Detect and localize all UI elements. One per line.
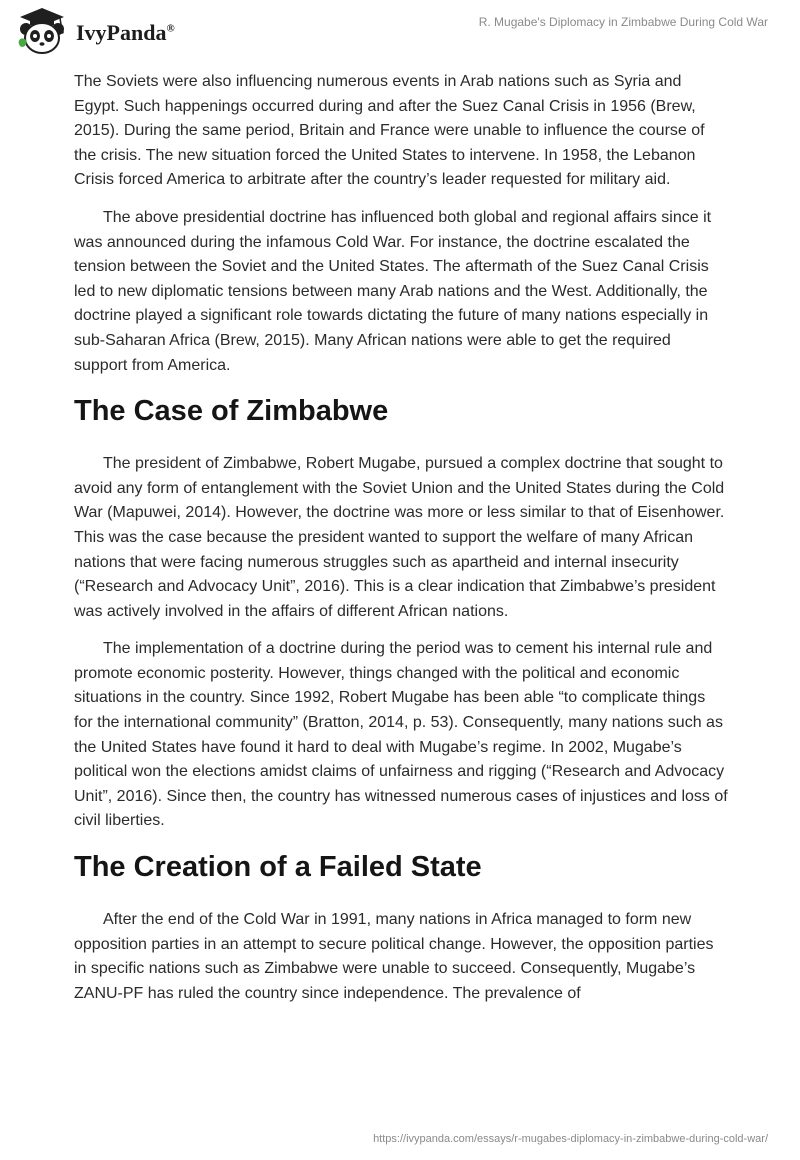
- section-heading: The Creation of a Failed State: [74, 851, 482, 884]
- ivypanda-logo[interactable]: [14, 6, 175, 56]
- paragraph: After the end of the Cold War in 1991, many nations in Africa managed to form new opposition parties in an attempt to secure political change. However, the opposition parties in specific nations such as Zimbabwe were unable to succeed. Consequently, Mugabe’s ZANU-PF has ruled the country since independence. The prevalence of: [74, 911, 714, 1002]
- section-heading: The Case of Zimbabwe: [74, 395, 389, 428]
- paragraph: The above presidential doctrine has influenced both global and regional affairs since it was announced during the infamous Cold War. For instance, the doctrine escalated the tension between the Soviet and the United States. The aftermath of the Suez Canal Crisis led to new diplomatic tensions between many Arab nations and the West. Additionally, the doctrine played a significant role towards dictating the future of many nations especially in sub-Saharan Africa (Brew, 2015). Many African nations were able to get the required support from America.: [74, 208, 712, 374]
- brand-name: IvyPanda®: [76, 20, 175, 45]
- paragraph: The president of Zimbabwe, Robert Mugabe, pursued a complex doctrine that sought to avoid any form of entanglement with the Soviet Union and the United States during the Cold War (Mapuwei, 2014). However, the doctrine was more or less similar to that of Eisenhower. This was the case because the president wanted to support the welfare of many African nations that were facing numerous struggles such as apartheid and internal insecurity (“Research and Advocacy Unit”, 2016). This is a clear indication that Zimbabwe’s president was actively involved in the affairs of different African nations.: [74, 455, 725, 620]
- article-body: [74, 70, 728, 1019]
- document-title: R. Mugabe's Diplomacy in Zimbabwe During Cold War: [478, 15, 768, 29]
- paragraph: The Soviets were also influencing numerous events in Arab nations such as Syria and Egypt. Such happenings occurred during and after the Suez Canal Crisis in 1956 (Brew, 2015). During the same period, Britain and France were unable to influence the course of the crisis. The new situation forced the United States to intervene. In 1958, the Lebanon Crisis forced America to arbitrate after the country’s leader requested for military aid.: [74, 73, 705, 189]
- footer-url-link[interactable]: https://ivypanda.com/essays/r-mugabes-diplomacy-in-zimbabwe-during-cold-war/: [373, 1133, 768, 1145]
- page-header: [0, 0, 800, 60]
- panda-graduate-logo-icon: [14, 6, 70, 56]
- paragraph: The implementation of a doctrine during the period was to cement his internal rule and promote economic posterity. However, things changed with the political and economic situations in the country. Since 1992, Robert Mugabe has been able “to complicate things for the international community” (Bratton, 2014, p. 53). Consequently, many nations such as the United States have found it hard to deal with Mugabe’s regime. In 2002, Mugabe’s political won the elections amidst claims of unfairness and rigging (“Research and Advocacy Unit”, 2016). Since then, the country has witnessed numerous cases of injustices and loss of civil liberties.: [74, 640, 728, 830]
